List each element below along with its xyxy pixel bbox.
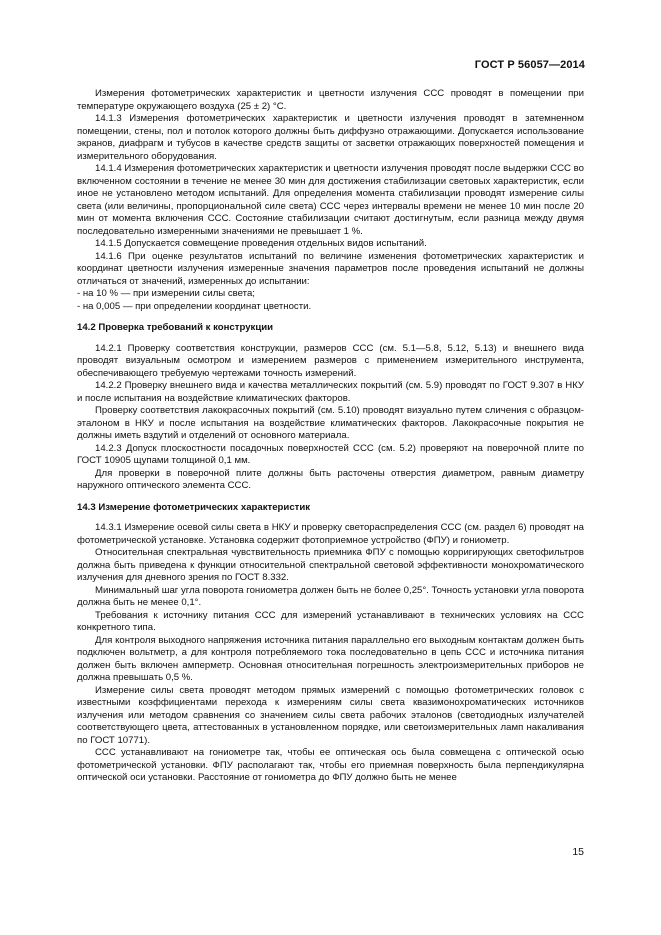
paragraph: 14.2.2 Проверку внешнего вида и качества металлических покрытий (см. 5.9) проводят по ГОСТ 9.307 в НКУ и после испытания на воздействие климатических факторов. <box>77 380 584 404</box>
paragraph: Относительная спектральная чувствительность приемника ФПУ с помощью корригирующих светофильтров должна быть приведена к функции относительной спектральной световой эффективности монохроматического излучения для дневного зрения по ГОСТ 8.332. <box>77 547 584 583</box>
list-item: - на 10 % — при измерении силы света; <box>77 288 255 299</box>
paragraph: 14.1.6 При оценке результатов испытаний по величине изменения фотометрических характеристик и координат цветности излучения измеренные значения параметров после проведения испытаний не должны отличаться от значений, измеренных до испытании: <box>77 250 584 287</box>
list-item: - на 0,005 — при определении координат цветности. <box>77 300 312 312</box>
paragraph: Измерения фотометрических характеристик и цветности излучения ССС проводят в помещении при температуре окружающего воздуха (25 ± 2) °C. <box>77 88 584 112</box>
paragraph: 14.1.3 Измерения фотометрических характеристик и цветности излучения проводят в затемненном помещении, стены, пол и потолок которого должны быть диффузно отражающими. Допускается использование экранов, диафрагм и тубусов в качестве средств защиты от засветки отражающих поверхностей помещения и измерительного оборудования. <box>77 113 584 162</box>
paragraph: 14.3.1 Измерение осевой силы света в НКУ и проверку светораспределения ССС (см. раздел 6) проводят на фотометрической установке. Установка содержит фотоприемное устройство (ФПУ) и гониометр. <box>77 522 584 546</box>
paragraph: 14.2.3 Допуск плоскостности посадочных поверхностей ССС (см. 5.2) проверяют на поверочной плите по ГОСТ 10905 щупами толщиной 0,1 мм. <box>77 442 584 466</box>
paragraph: ССС устанавливают на гониометре так, чтобы ее оптическая ось была совмещена с оптической осью фотометрической установки. ФПУ располагают так, чтобы его приемная поверхность была перпендикулярна оптической оси установки. Расстояние от гониометра до ФПУ должно быть не менее <box>77 747 584 783</box>
page-number: 15 <box>572 846 584 858</box>
paragraph: Для контроля выходного напряжения источника питания параллельно его выходным контактам должен быть подключен вольтметр, а для контроля потребляемого тока последовательно в цепь ССС и источника питания должен быть включен амперметр. Основная относительная погрешность электроизмерительных приборов не должна превышать 0,5 %. <box>77 634 584 683</box>
paragraph: Проверку соответствия лакокрасочных покрытий (см. 5.10) проводят визуально путем сличения с образцом-эталоном в НКУ и после испытания на воздействие климатических факторов. Лакокрасочные покрытия не должны иметь вздутий и отделений от основного материала. <box>77 405 584 441</box>
paragraph: 14.2.1 Проверку соответствия конструкции, размеров ССС (см. 5.1—5.8, 5.12, 5.13) и внешнего вида проводят визуальным осмотром и измерением размеров с применением измерительного инструмента, обеспечивающего требуемую чертежами точность измерений. <box>77 342 584 379</box>
paragraph: 14.1.4 Измерения фотометрических характеристик и цветности излучения проводят после выдержки ССС во включенном состоянии в течение не менее 30 мин для достижения стабилизации световых характеристик, если иное не установлено методом испытаний. Для определения момента стабилизации проводят измерение силы света (или величины, пропорциональной силе света) ССС через интервалы времени не менее 10 мин после 20 мин от момента включения ССС. Состояние стабилизации считают достигнутым, если разница между двумя последовательно измеренными значениями не превышает 1 %. <box>77 163 584 237</box>
section-heading: 14.2 Проверка требований к конструкции <box>77 322 274 333</box>
paragraph: Измерение силы света проводят методом прямых измерений с помощью фотометрических головок с известными коэффициентами перехода к измерениям силы света квазимонохроматических источников излучения или методом сравнения со значением силы света рабочих эталонов (светодиодных излучателей соответствующего цвета, аттестованных в установленном порядке, или светоизмерительных ламп накаливания по ГОСТ 10771). <box>77 684 584 746</box>
paragraph: Минимальный шаг угла поворота гониометра должен быть не более 0,25°. Точность установки угла поворота должна быть не менее 0,1°. <box>77 584 584 608</box>
document-header: ГОСТ Р 56057—2014 <box>474 59 585 71</box>
section-heading: 14.3 Измерение фотометрических характеристик <box>77 501 311 513</box>
paragraph: 14.1.5 Допускается совмещение проведения отдельных видов испытаний. <box>95 238 427 249</box>
paragraph: Для проверки в поверочной плите должны быть расточены отверстия диаметром, равным диаметру наружного оптического элемента ССС. <box>77 467 584 491</box>
paragraph: Требования к источнику питания ССС для измерений устанавливают в технических условиях на ССС конкретного типа. <box>77 609 584 633</box>
document-body <box>77 88 584 785</box>
